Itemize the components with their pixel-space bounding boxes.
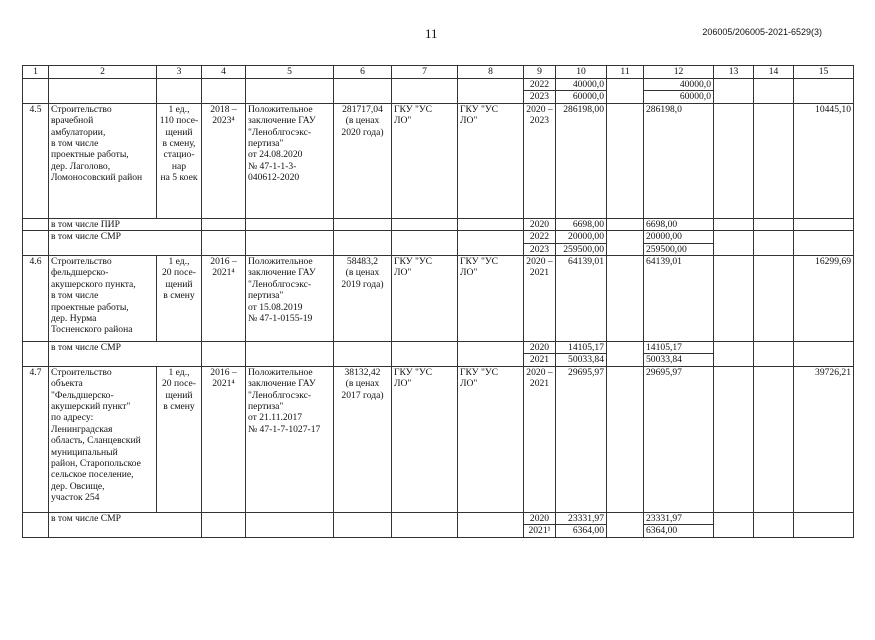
developer: ГКУ "УС ЛО" bbox=[458, 366, 524, 512]
col-header: 14 bbox=[754, 66, 794, 79]
amount-cell: 16299,69 bbox=[794, 255, 854, 341]
col-header: 2 bbox=[49, 66, 157, 79]
sub-row-label: в том числе СМР bbox=[49, 231, 202, 256]
col-header: 7 bbox=[392, 66, 458, 79]
year-cell: 2020 bbox=[529, 341, 550, 353]
col-header: 1 bbox=[23, 66, 49, 79]
col-header: 4 bbox=[202, 66, 246, 79]
sub-row-label: в том числе СМР bbox=[49, 512, 202, 537]
table-row-4-5 bbox=[23, 103, 854, 218]
capacity: 1 ед., 20 посе- щений в смену bbox=[157, 255, 202, 341]
amount-cell: 6698,00 bbox=[644, 218, 714, 230]
row-number: 4.7 bbox=[23, 366, 49, 512]
col-header: 8 bbox=[458, 66, 524, 79]
period: 2016 – 2021⁴ bbox=[202, 366, 246, 512]
expertise: Положительное заключение ГАУ "Леноблгосэкс- пертиза" от 15.08.2019 № 47-1-0155-19 bbox=[246, 255, 334, 341]
col-header: 12 bbox=[644, 66, 714, 79]
amount-cell: 14105,17 bbox=[646, 341, 682, 353]
year-cell: 2021 bbox=[524, 353, 555, 365]
year-cell: 2020 – 2023 bbox=[524, 103, 556, 218]
estimated-cost: 281717,04 (в ценах 2020 года) bbox=[334, 103, 392, 218]
sub-row-smr bbox=[23, 512, 854, 537]
row-number: 4.5 bbox=[23, 103, 49, 218]
object-name: Строительство фельдшерско- акушерского пункта, в том числе проектные работы, дер. Нурма Тосненского района bbox=[49, 255, 157, 341]
amount-cell: 20000,00 bbox=[646, 231, 682, 243]
amount-cell: 50033,84 bbox=[556, 353, 606, 365]
year-cell: 2020 – 2021 bbox=[524, 255, 556, 341]
estimated-cost: 58483,2 (в ценах 2019 года) bbox=[334, 255, 392, 341]
program-table bbox=[22, 65, 854, 538]
customer: ГКУ "УС ЛО" bbox=[392, 255, 458, 341]
carry-over-row bbox=[23, 79, 854, 104]
col-header: 15 bbox=[794, 66, 854, 79]
developer: ГКУ "УС ЛО" bbox=[458, 255, 524, 341]
sub-row-label: в том числе ПИР bbox=[49, 218, 202, 230]
expertise: Положительное заключение ГАУ "Леноблгосэкс- пертиза" от 24.08.2020 № 47-1-1-3- 040612-2020 bbox=[246, 103, 334, 218]
document-id: 206005/206005-2021-6529(3) bbox=[702, 27, 822, 37]
amount-cell: 259500,00 bbox=[556, 243, 606, 255]
amount-cell: 40000,0 bbox=[679, 79, 711, 90]
object-name: Строительство объекта "Фельдшерско- акушерский пункт" по адресу: Ленинградская область, Сланцевский муниципальный район, Старопольское сельское поселение, дер. Овсище, участок 254 bbox=[49, 366, 157, 512]
amount-cell: 286198,00 bbox=[556, 103, 607, 218]
estimated-cost: 38132,42 (в ценах 2017 года) bbox=[334, 366, 392, 512]
year-cell: 2023 bbox=[524, 90, 555, 102]
table-row-4-6 bbox=[23, 255, 854, 341]
amount-cell: 64139,01 bbox=[556, 255, 607, 341]
col-header: 9 bbox=[524, 66, 556, 79]
year-cell: 2022 bbox=[529, 79, 550, 90]
sub-row-smr bbox=[23, 341, 854, 366]
amount-cell: 14105,17 bbox=[568, 341, 604, 353]
sub-row-smr bbox=[23, 231, 854, 256]
year-cell: 2022 bbox=[529, 231, 550, 243]
period: 2016 – 2021⁴ bbox=[202, 255, 246, 341]
row-number: 4.6 bbox=[23, 255, 49, 341]
column-number-row bbox=[23, 66, 854, 79]
amount-cell: 60000,0 bbox=[644, 90, 713, 102]
col-header: 3 bbox=[157, 66, 202, 79]
year-cell: 2020 bbox=[529, 512, 550, 524]
period: 2018 – 2023⁴ bbox=[202, 103, 246, 218]
page-number: 11 bbox=[425, 26, 438, 41]
amount-cell: 50033,84 bbox=[644, 353, 713, 365]
year-cell: 2020 bbox=[524, 218, 556, 230]
amount-cell: 20000,00 bbox=[568, 231, 604, 243]
amount-cell: 40000,0 bbox=[572, 79, 604, 90]
col-header: 11 bbox=[607, 66, 644, 79]
amount-cell: 29695,97 bbox=[644, 366, 714, 512]
customer: ГКУ "УС ЛО" bbox=[392, 103, 458, 218]
amount-cell: 29695,97 bbox=[556, 366, 607, 512]
amount-cell: 6364,00 bbox=[556, 524, 606, 536]
col-header: 6 bbox=[334, 66, 392, 79]
sub-row-label: в том числе СМР bbox=[49, 341, 202, 366]
col-header: 5 bbox=[246, 66, 334, 79]
capacity: 1 ед., 110 посе- щений в смену, стацио- нар на 5 коек bbox=[157, 103, 202, 218]
year-cell: 2023 bbox=[524, 243, 555, 255]
year-cell: 2021¹ bbox=[524, 524, 555, 536]
table-row-4-7 bbox=[23, 366, 854, 512]
capacity: 1 ед., 20 посе- щений в смену bbox=[157, 366, 202, 512]
customer: ГКУ "УС ЛО" bbox=[392, 366, 458, 512]
amount-cell: 259500,00 bbox=[644, 243, 713, 255]
amount-cell: 10445,10 bbox=[794, 103, 854, 218]
year-cell: 2020 – 2021 bbox=[524, 366, 556, 512]
developer: ГКУ "УС ЛО" bbox=[458, 103, 524, 218]
amount-cell: 64139,01 bbox=[644, 255, 714, 341]
amount-cell: 286198,0 bbox=[644, 103, 714, 218]
amount-cell: 6364,00 bbox=[644, 524, 713, 536]
amount-cell: 39726,21 bbox=[794, 366, 854, 512]
expertise: Положительное заключение ГАУ "Леноблгосэкс- пертиза" от 21.11.2017 № 47-1-7-1027-17 bbox=[246, 366, 334, 512]
sub-row-pir bbox=[23, 218, 854, 230]
amount-cell: 6698,00 bbox=[556, 218, 607, 230]
amount-cell: 23331,97 bbox=[568, 512, 604, 524]
amount-cell: 23331,97 bbox=[646, 512, 682, 524]
amount-cell: 60000,0 bbox=[556, 90, 606, 102]
col-header: 13 bbox=[714, 66, 754, 79]
object-name: Строительство врачебной амбулатории, в том числе проектные работы, дер. Лаголово, Ломоносовский район bbox=[49, 103, 157, 218]
col-header: 10 bbox=[556, 66, 607, 79]
